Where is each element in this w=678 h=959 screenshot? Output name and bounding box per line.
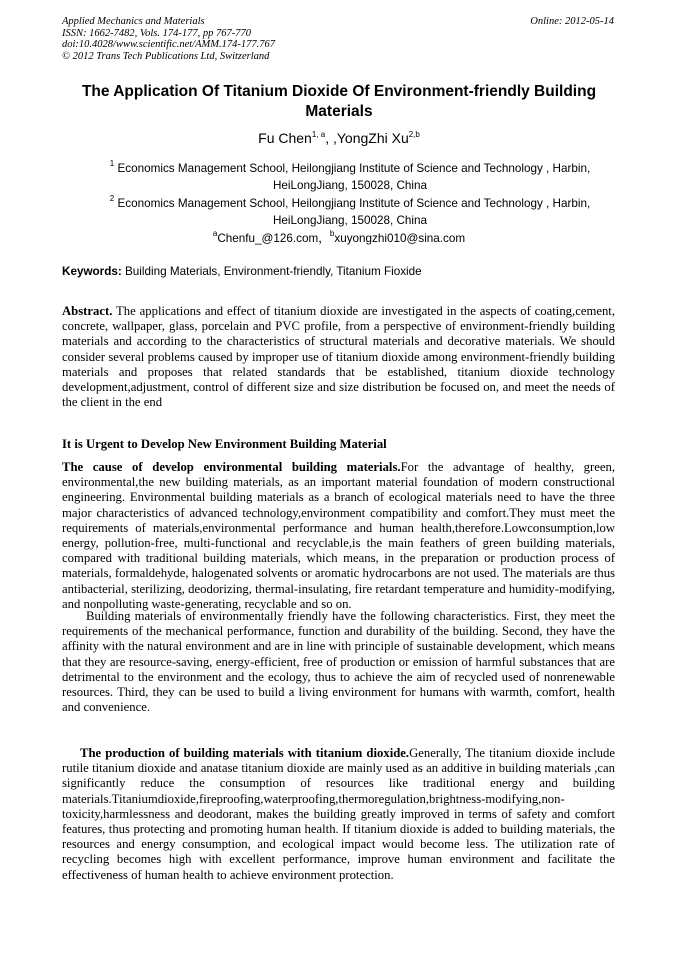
affiliation-2-text: Economics Management School, Heilongjiang Institute of Science and Technology , Harbin, HeiLongJiang, 150028, China bbox=[117, 197, 591, 227]
affiliation-2 bbox=[80, 190, 620, 229]
author-2: YongZhi Xu bbox=[336, 130, 409, 146]
author-1: Fu Chen bbox=[258, 130, 312, 146]
affiliation-2-mark: 2 bbox=[109, 194, 115, 203]
section-heading: It is Urgent to Develop New Environment Building Material bbox=[62, 437, 387, 451]
keywords bbox=[62, 265, 616, 278]
paragraph-3-text: Generally, The titanium dioxide include rutile titanium dioxide and anatase titanium dioxide are mainly used as an additive in building materials ,can significantly reduce the consumption of resources like traditional energy and building materials.Titaniumdioxide,fireproofing,waterproofing,thermoregulation,brightness-modifying,non-toxicity,harmlessness and deodorant, makes the building greatly improved in terms of safety and comfort features, thus protecting and promoting human health. If titanium dioxide is added to building materials, the resources and energy consumption, and ecological impact would become less. The utilization rate of recycling becomes high with excellent performance, improve human environment and facilitate the effectiveness of human health to achieve environment protection. bbox=[62, 746, 615, 882]
copyright-line: © 2012 Trans Tech Publications Ltd, Switzerland bbox=[62, 50, 270, 62]
author-line bbox=[62, 130, 616, 146]
keywords-text: Building Materials, Environment-friendly, Titanium Fioxide bbox=[125, 265, 422, 278]
paragraph-3 bbox=[62, 746, 615, 883]
affiliation-1-text: Economics Management School, Heilongjiang Institute of Science and Technology , Harbin, HeiLongJiang, 150028, China bbox=[117, 162, 591, 192]
abstract-text: The applications and effect of titanium dioxide are investigated in the aspects of coating,cement, concrete, wallpaper, glass, porcelain and PVC profile, from a perspective of environment-friendly building materials and according to the characteristics of structural materials and decorative materials. We should consider several problems caused by improper use of titanium dioxide among environment-friendly building materials and proposes that related standards that be established, titanium dioxide technology development,adjustment, control of different size and size distribution be focused on, and meet the needs of the client in the end bbox=[62, 304, 615, 410]
issn-line: ISSN: 1662-7482, Vols. 174-177, pp 767-770 bbox=[62, 27, 251, 39]
online-date: Online: 2012-05-14 bbox=[530, 16, 614, 27]
email-line bbox=[62, 229, 616, 246]
doi-line: doi:10.4028/www.scientific.net/AMM.174-177.767 bbox=[62, 39, 275, 50]
paragraph-1-runin: The cause of develop environmental building materials. bbox=[62, 460, 401, 474]
paper-title: The Application Of Titanium Dioxide Of Environment-friendly Building Materials bbox=[81, 83, 597, 120]
keywords-label: Keywords: bbox=[62, 265, 122, 278]
paragraph-1-text: For the advantage of healthy, green, environmental,the new building materials, as an important material foundation of modern constructional engineering. Environmental building materials as a branch of ecological materials need to have the three major characteristics of advanced technology,environment compatibility and comfort.They must meet the requirements of materials,environmental performance and human health,therefore.Lowconsumption,low energy, pollution-free, multi-functional and recyclable,is the main feathers of green building materials, compared with traditional building materials, which means, in the preparation or production process of materials, formaldehyde, halogenated solvents or aromatic hydrocarbons are not used. The materials are thus antibacterial, sterilizing, deodorizing, thermal-insulating, fire retardant temperature and humidity-modifying, and nonpolluting waste-generating, recyclable and so on. bbox=[62, 460, 615, 611]
affiliation-1 bbox=[80, 155, 620, 194]
author-separator: , , bbox=[325, 130, 337, 146]
email-b[interactable]: xuyongzhi010@sina.com bbox=[334, 232, 466, 245]
paragraph-3-runin: The production of building materials with titanium dioxide. bbox=[80, 746, 410, 760]
paragraph-2: Building materials of environmentally friendly have the following characteristics. First, they meet the requirements of the mechanical performance, function and durability of the building. Second, they have the affinity with the natural environment and are in line with principle of sustainable development, which means that they are resource-saving, energy-efficient, free of production or emission of harmful substances that are detrimental to the environment and the ecology, thus to achieve the aim of recycled used of nonrenewable resources. Third, they can be used to build a living environment for humans with warmth, comfort, health and convenience. bbox=[62, 609, 615, 715]
abstract-label: Abstract. bbox=[62, 304, 113, 318]
email-b-mark: b bbox=[329, 229, 335, 238]
author-2-affiliation-mark: 2,b bbox=[408, 130, 420, 139]
journal-name: Applied Mechanics and Materials bbox=[62, 16, 205, 27]
affiliation-1-mark: 1 bbox=[109, 159, 115, 168]
paragraph-1 bbox=[62, 460, 615, 612]
journal-meta bbox=[62, 16, 275, 62]
email-a[interactable]: Chenfu_@126.com， bbox=[217, 232, 330, 245]
email-a-mark: a bbox=[212, 229, 218, 238]
abstract bbox=[62, 304, 615, 410]
author-1-affiliation-mark: 1, a bbox=[311, 130, 326, 139]
